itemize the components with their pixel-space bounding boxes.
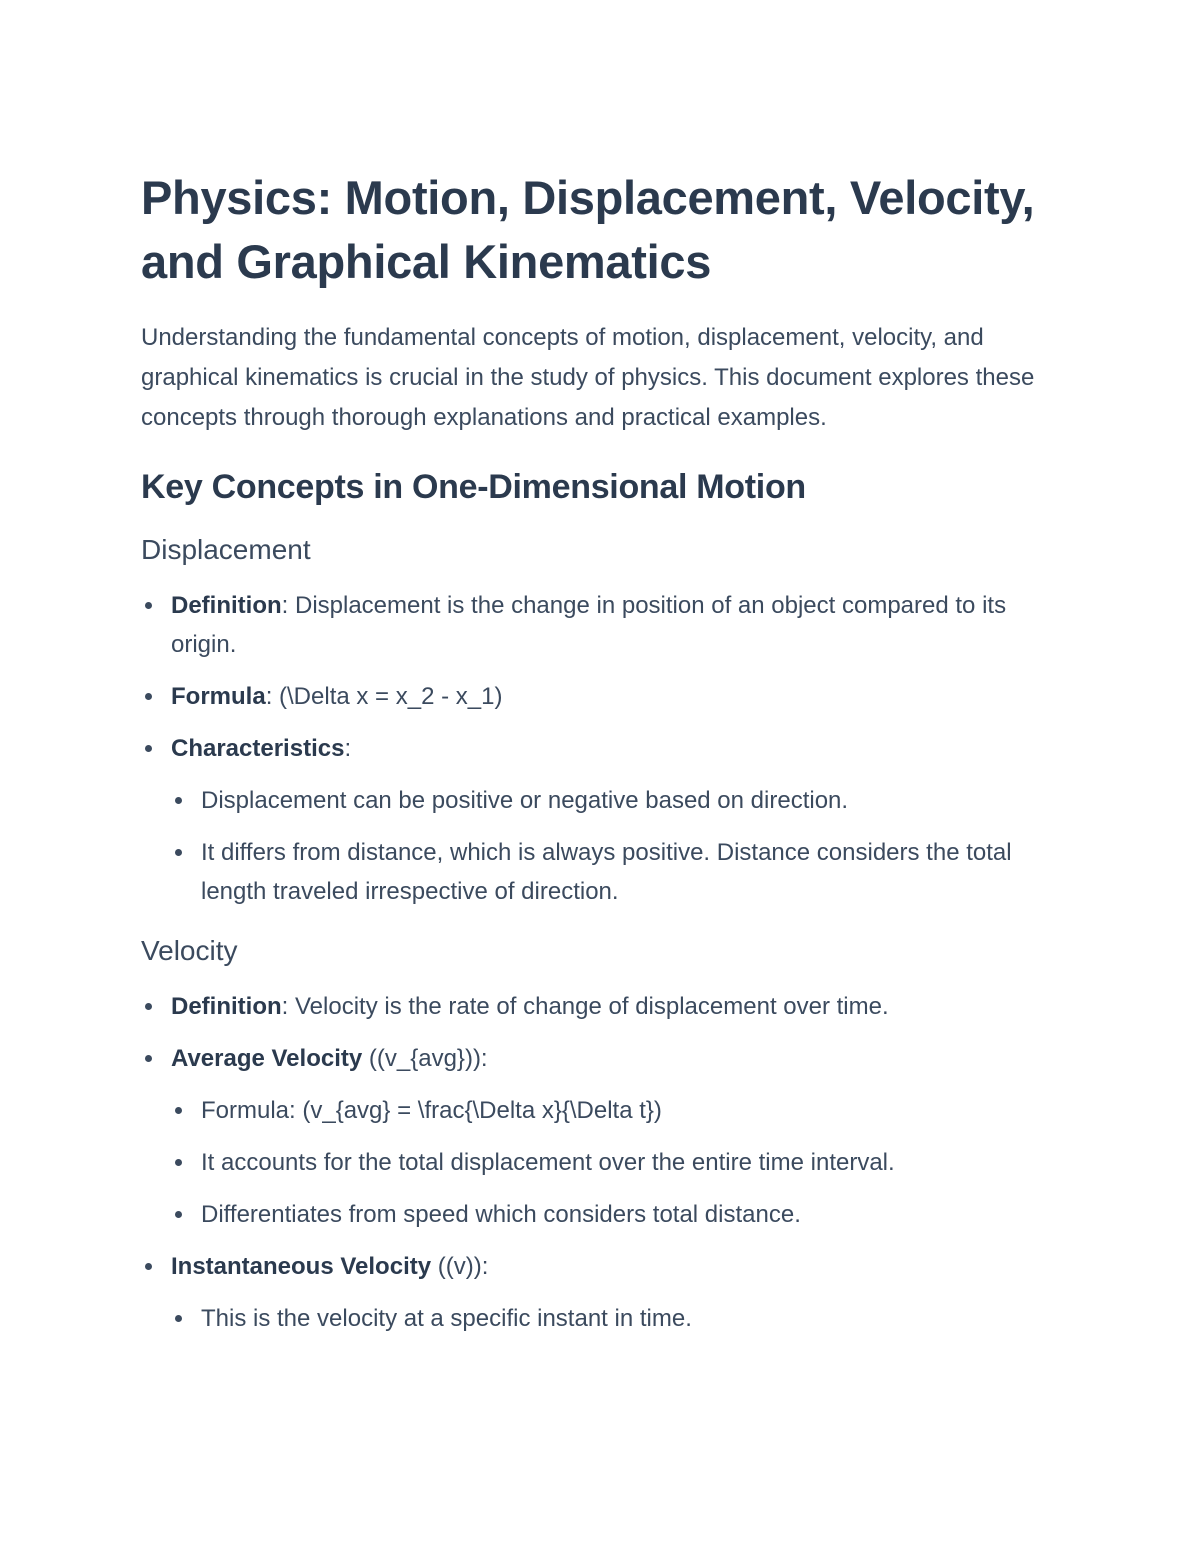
average-velocity-sublist: [171, 1091, 1050, 1234]
item-text: ((v)):: [431, 1253, 489, 1280]
sub-item-text: Differentiates from speed which considers total distance.: [201, 1201, 801, 1228]
bullet-icon: [145, 1263, 152, 1270]
sub-list-item: [171, 781, 1050, 820]
item-label: Average Velocity: [171, 1045, 363, 1072]
list-item: [141, 677, 1050, 716]
section-heading: Key Concepts in One-Dimensional Motion: [141, 468, 806, 506]
sub-list-item: [171, 833, 1050, 911]
sub-list-item: [171, 1143, 1050, 1182]
item-label: Instantaneous Velocity: [171, 1253, 432, 1280]
document-title: Physics: Motion, Displacement, Velocity, and Graphical Kinematics: [141, 171, 1035, 288]
bullet-icon: [175, 1107, 182, 1114]
item-label: Formula: [171, 683, 266, 710]
displacement-list: [141, 586, 1050, 911]
item-text: :: [344, 735, 352, 762]
item-text: : (\Delta x = x_2 - x_1): [265, 683, 503, 710]
sub-item-text: It accounts for the total displacement over the entire time interval.: [201, 1149, 895, 1176]
bullet-icon: [175, 797, 182, 804]
bullet-icon: [145, 745, 152, 752]
bullet-icon: [175, 1159, 182, 1166]
displacement-heading: Displacement: [141, 534, 311, 565]
bullet-icon: [145, 1055, 152, 1062]
sub-item-text: Displacement can be positive or negative based on direction.: [201, 787, 849, 814]
bullet-icon: [145, 602, 152, 609]
list-item: [141, 987, 1050, 1026]
sub-list-item: [171, 1091, 1050, 1130]
sub-list-item: [171, 1195, 1050, 1234]
velocity-heading: Velocity: [141, 935, 238, 966]
list-item: [141, 729, 1050, 911]
sub-item-text: Formula: (v_{avg} = \frac{\Delta x}{\Delta t}): [201, 1097, 662, 1124]
bullet-icon: [175, 849, 182, 856]
list-item: [141, 1039, 1050, 1234]
item-text: : Velocity is the rate of change of displacement over time.: [281, 993, 889, 1020]
sub-list-item: [171, 1299, 1050, 1338]
characteristics-sublist: [171, 781, 1050, 911]
list-item: [141, 586, 1050, 664]
intro-paragraph: Understanding the fundamental concepts of motion, displacement, velocity, and graphical kinematics is crucial in the study of physics. This document explores these concepts through thorough explanations and practical examples.: [141, 324, 1035, 431]
bullet-icon: [175, 1211, 182, 1218]
item-label: Definition: [171, 592, 282, 619]
velocity-list: [141, 987, 1050, 1338]
sub-item-text: This is the velocity at a specific instant in time.: [201, 1305, 692, 1332]
sub-item-text: It differs from distance, which is always positive. Distance considers the total length traveled irrespective of direction.: [201, 839, 1012, 905]
item-text: ((v_{avg})):: [362, 1045, 488, 1072]
item-label: Definition: [171, 993, 282, 1020]
bullet-icon: [145, 1003, 152, 1010]
list-item: [141, 1247, 1050, 1338]
bullet-icon: [145, 693, 152, 700]
bullet-icon: [175, 1315, 182, 1322]
item-text: : Displacement is the change in position of an object compared to its origin.: [171, 592, 1007, 658]
instantaneous-velocity-sublist: [171, 1299, 1050, 1338]
item-label: Characteristics: [171, 735, 345, 762]
